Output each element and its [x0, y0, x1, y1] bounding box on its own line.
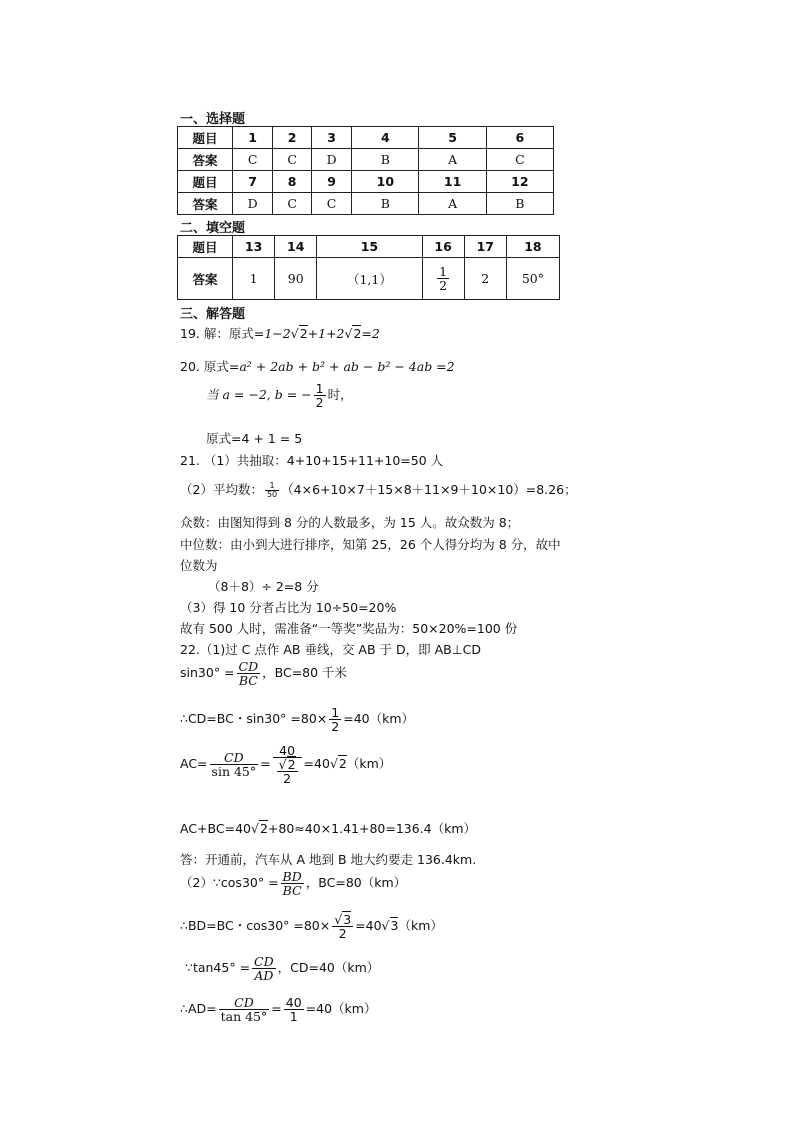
- fill-in-answer-table: [177, 235, 560, 300]
- table-cell: 5: [419, 127, 486, 149]
- table-cell: 题目: [178, 236, 233, 258]
- q22-tan-line: ∵tan45° = $\frac{CD}{AD}$ ，CD=40（km）: [185, 954, 380, 984]
- q21-line-6: （8＋8）÷ 2=8 分: [208, 579, 319, 594]
- q21-line-5: 位数为: [180, 558, 218, 573]
- table-cell: 16: [422, 236, 464, 258]
- q22-sin-line: sin30° = $\frac{CD}{BC}$ ，BC=80 千米: [180, 659, 348, 689]
- table-cell: 8: [273, 171, 312, 193]
- table-cell: 13: [233, 236, 275, 258]
- table-cell: 18: [506, 236, 559, 258]
- table-cell: 题目: [178, 171, 233, 193]
- table-cell: 17: [464, 236, 506, 258]
- q22-sum-line: AC+BC=40√2+80≈40×1.41+80=136.4（km）: [180, 821, 477, 836]
- section-title-fill-in: 二、填空题: [180, 221, 246, 236]
- q21-line-3: 众数：由图知得到 8 分的人数最多，为 15 人。故众数为 8；: [180, 515, 520, 530]
- table-cell: 1: [233, 258, 275, 300]
- table-cell: 4: [352, 127, 419, 149]
- table-cell: D: [233, 193, 273, 215]
- table-row: [178, 127, 554, 149]
- table-cell: C: [233, 149, 273, 171]
- table-cell: A: [419, 149, 486, 171]
- table-cell: C: [273, 149, 312, 171]
- table-cell: C: [486, 149, 553, 171]
- section-title-solutions: 三、解答题: [180, 307, 246, 322]
- multiple-choice-answer-table: [177, 126, 554, 215]
- table-cell: D: [311, 149, 351, 171]
- q21-line-4: 中位数：由小到大进行排序，知第 25，26 个人得分均为 8 分，故中: [180, 537, 561, 552]
- table-cell: 14: [275, 236, 317, 258]
- table-cell: [422, 258, 464, 300]
- table-cell: 50°: [506, 258, 559, 300]
- table-cell: A: [419, 193, 486, 215]
- q20-result: 原式=4 + 1 = 5: [206, 431, 303, 446]
- q22-line-1: 22.（1)过 C 点作 AB 垂线，交 AB 于 D，即 AB⊥CD: [180, 642, 481, 657]
- table-cell: （1,1）: [317, 258, 422, 300]
- table-cell: 2: [273, 127, 312, 149]
- table-cell: 10: [352, 171, 419, 193]
- q22-cd-line: ∴CD=BC・sin30° =80× $\frac{1}{2}$ =40（km）: [180, 705, 415, 735]
- q22-cos-line: （2）∵cos30° = $\frac{BD}{BC}$ ，BC=80（km）: [180, 869, 407, 899]
- table-cell: 7: [233, 171, 273, 193]
- fraction: $\frac{1}{2}$: [439, 263, 448, 293]
- table-cell: 3: [311, 127, 351, 149]
- q21-line-2: （2）平均数： $\frac{1}{50}$ （4×6+10×7＋15×8＋11×9＋10×10）=8.26；: [180, 480, 577, 499]
- q22-ad-line: ∴AD= $\frac{CD}{\tan 45^\circ}$ = $\frac{40}{1}$ =40（km）: [180, 995, 377, 1025]
- q21-line-7: （3）得 10 分者占比为 10÷50=20%: [180, 600, 397, 615]
- table-cell: C: [273, 193, 312, 215]
- table-cell: 15: [317, 236, 422, 258]
- section-title-multiple-choice: 一、选择题: [180, 112, 246, 127]
- table-cell: 答案: [178, 258, 233, 300]
- q20-line: 20. 原式=a² + 2ab + b² + ab − b² − 4ab =2: [180, 359, 455, 374]
- table-cell: 1: [233, 127, 273, 149]
- table-cell: 6: [486, 127, 553, 149]
- table-row: [178, 149, 554, 171]
- table-cell: 12: [486, 171, 553, 193]
- q21-line-8: 故有 500 人时，需准备“一等奖”奖品为：50×20%=100 份: [180, 621, 518, 636]
- table-cell: B: [486, 193, 553, 215]
- q22-answer: 答：开通前，汽车从 A 地到 B 地大约要走 136.4km.: [180, 852, 477, 867]
- table-cell: C: [311, 193, 351, 215]
- table-cell: 90: [275, 258, 317, 300]
- table-cell: 2: [464, 258, 506, 300]
- table-cell: 11: [419, 171, 486, 193]
- table-cell: B: [352, 193, 419, 215]
- table-row: [178, 171, 554, 193]
- table-cell: B: [352, 149, 419, 171]
- table-cell: 题目: [178, 127, 233, 149]
- table-cell: 答案: [178, 193, 233, 215]
- q22-ac-line: AC= $\frac{CD}{\sin 45^\circ}$ = $\frac{40}{\frac{√2}{2}}$ =40√2（km）: [180, 743, 392, 787]
- table-row: [178, 193, 554, 215]
- q20-condition: 当 a = −2, b = − $\frac{1}{2}$ 时，: [206, 381, 353, 411]
- table-cell: 答案: [178, 149, 233, 171]
- table-cell: 9: [311, 171, 351, 193]
- q19-line: 19. 解：原式=1−2√2+1+2√2=2: [180, 326, 380, 341]
- q22-bd-line: ∴BD=BC・cos30° =80× $\frac{√3}{2}$ =40√3（km）: [180, 912, 443, 942]
- q21-line-1: 21. （1）共抽取：4+10+15+11+10=50 人: [180, 453, 444, 468]
